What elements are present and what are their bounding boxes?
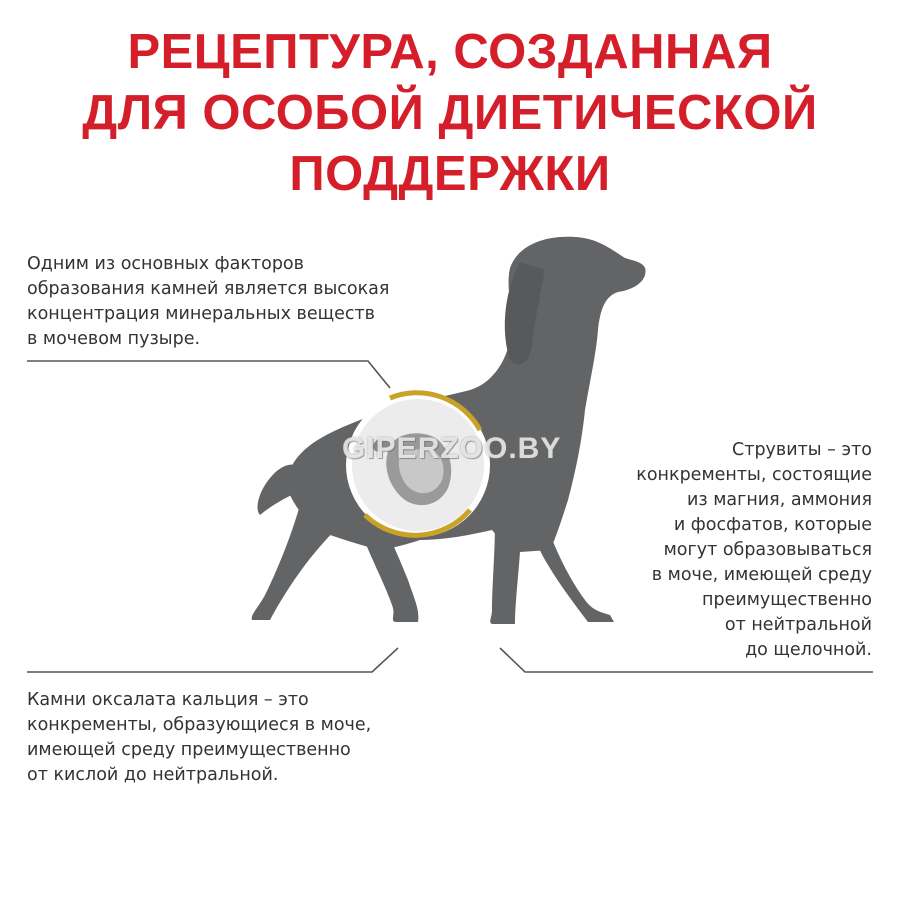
text-line: до щелочной. bbox=[745, 640, 872, 660]
text-line: от нейтральной bbox=[724, 615, 872, 635]
callout-line-top-left bbox=[27, 361, 390, 388]
text-line: конкременты, образующиеся в моче, bbox=[27, 715, 372, 735]
text-line: преимущественно bbox=[702, 590, 872, 610]
text-line: в моче, имеющей среду bbox=[651, 565, 872, 585]
headline-line-2: ДЛЯ ОСОБОЙ ДИЕТИЧЕСКОЙ bbox=[82, 86, 818, 140]
text-top-left bbox=[27, 252, 427, 352]
text-line: могут образовываться bbox=[663, 540, 872, 560]
headline-line-1: РЕЦЕПТУРА, СОЗДАННАЯ bbox=[127, 25, 773, 79]
text-line: концентрация минеральных веществ bbox=[27, 304, 375, 324]
text-line: образования камней является высокая bbox=[27, 279, 390, 299]
text-line: в мочевом пузыре. bbox=[27, 329, 201, 349]
text-line: имеющей среду преимущественно bbox=[27, 740, 351, 760]
text-right bbox=[592, 438, 872, 663]
text-line: и фосфатов, которые bbox=[673, 515, 872, 535]
text-line: Камни оксалата кальция – это bbox=[27, 690, 309, 710]
text-line: из магния, аммония bbox=[686, 490, 872, 510]
text-line: от кислой до нейтральной. bbox=[27, 765, 279, 785]
text-line: Струвиты – это bbox=[732, 440, 872, 460]
headline-line-3: ПОДДЕРЖКИ bbox=[289, 147, 611, 201]
text-bottom-left bbox=[27, 688, 407, 788]
callout-line-bottom-left bbox=[27, 648, 398, 672]
watermark: GIPERZOO.BY bbox=[342, 432, 562, 465]
text-line: Одним из основных факторов bbox=[27, 254, 304, 274]
text-line: конкременты, состоящие bbox=[636, 465, 872, 485]
